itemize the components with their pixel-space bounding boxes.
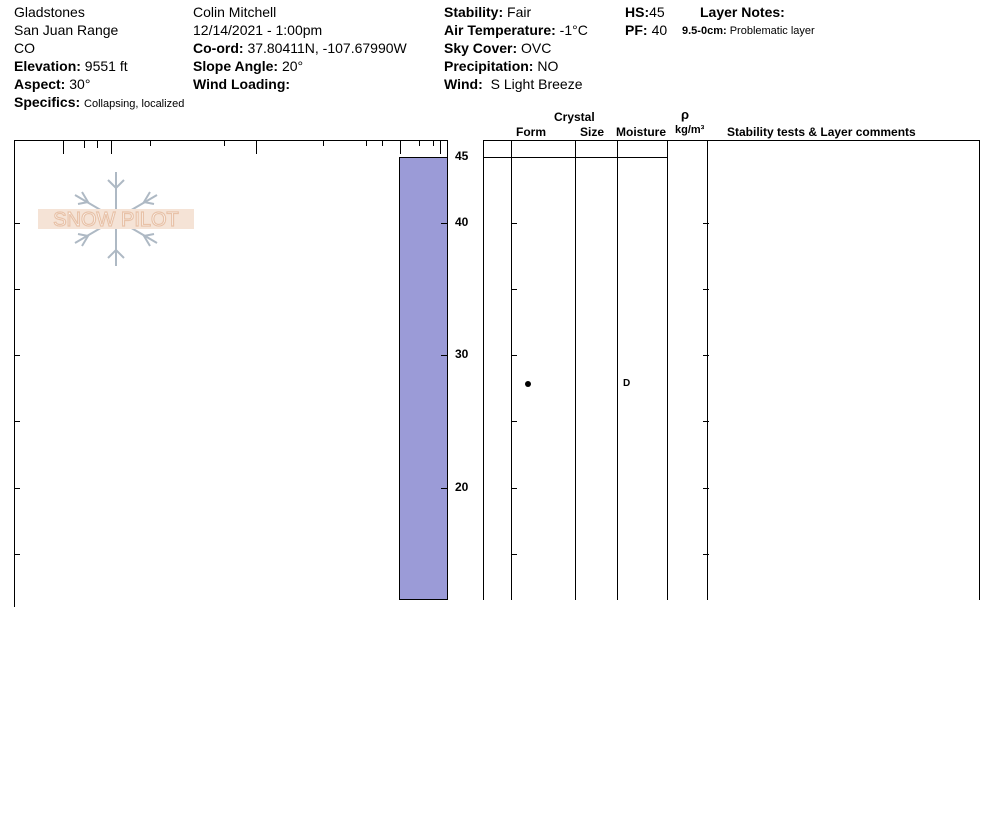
table-right-border bbox=[979, 140, 980, 600]
stability-field bbox=[444, 3, 531, 21]
aspect-value: 30° bbox=[69, 76, 91, 92]
height-tick-comments bbox=[703, 223, 709, 224]
slope-value: 20° bbox=[281, 58, 304, 74]
grain-form-symbol bbox=[525, 381, 531, 387]
height-tick-left bbox=[14, 289, 20, 290]
site-name: Gladstones bbox=[14, 4, 85, 20]
hardness-tick bbox=[366, 140, 367, 146]
hardness-tick bbox=[111, 140, 112, 154]
hardness-tick bbox=[382, 140, 383, 146]
height-tick-left bbox=[14, 223, 20, 224]
height-tick-left bbox=[14, 554, 20, 555]
height-tick-comments bbox=[703, 554, 709, 555]
height-tick-label-mark bbox=[441, 157, 447, 158]
hardness-tick bbox=[224, 140, 225, 146]
air-temp-label: Air Temperature: bbox=[444, 22, 556, 38]
observer-name: Colin Mitchell bbox=[193, 4, 277, 20]
stability-label: Stability: bbox=[444, 4, 504, 20]
specifics-value: Collapsing, localized bbox=[84, 98, 185, 110]
hardness-tick bbox=[150, 140, 151, 146]
sky-cover-label: Sky Cover: bbox=[444, 40, 518, 56]
range-name: San Juan Range bbox=[14, 22, 119, 38]
height-tick-label: 45 bbox=[455, 149, 469, 163]
coord-field bbox=[193, 39, 407, 57]
wind-loading-field bbox=[193, 75, 290, 93]
state-name: CO bbox=[14, 40, 35, 56]
aspect-field bbox=[14, 75, 90, 93]
hs-label: HS: bbox=[625, 4, 650, 20]
plot-left-border bbox=[14, 140, 15, 607]
table-top-border bbox=[483, 140, 980, 141]
hardness-tick bbox=[419, 140, 420, 146]
pf-label: PF: bbox=[625, 22, 648, 38]
snow-pilot-logo bbox=[36, 168, 196, 270]
height-tick-left bbox=[14, 488, 20, 489]
coord-label: Co-ord: bbox=[193, 40, 244, 56]
moisture-value: D bbox=[623, 378, 631, 390]
slope-label: Slope Angle: bbox=[193, 58, 279, 74]
pf-value: 40 bbox=[651, 22, 668, 38]
layer-notes-label: Layer Notes: bbox=[700, 4, 785, 20]
wind-value: S Light Breeze bbox=[490, 76, 583, 92]
comments-column-divider bbox=[707, 140, 708, 600]
specifics-label: Specifics: bbox=[14, 94, 81, 110]
elevation-field bbox=[14, 57, 128, 75]
height-tick-label-mark bbox=[441, 488, 447, 489]
hardness-tick bbox=[84, 140, 85, 148]
table-left-border bbox=[483, 140, 484, 600]
moisture-column-divider bbox=[617, 140, 618, 600]
height-tick-label: 40 bbox=[455, 215, 469, 230]
slope-field bbox=[193, 57, 303, 75]
crystal-header: Crystal bbox=[554, 110, 595, 124]
comments-header: Stability tests & Layer comments bbox=[727, 125, 916, 139]
height-tick-comments bbox=[703, 355, 709, 356]
hardness-tick bbox=[440, 140, 441, 154]
stability-value: Fair bbox=[507, 4, 532, 20]
hs-field bbox=[625, 3, 665, 21]
moisture-header: Moisture bbox=[616, 125, 667, 139]
sky-cover-value: OVC bbox=[521, 40, 552, 56]
coord-value: 37.80411N, -107.67990W bbox=[247, 40, 407, 56]
elevation-value: 9551 ft bbox=[84, 58, 128, 74]
elevation-label: Elevation: bbox=[14, 58, 81, 74]
hardness-tick bbox=[256, 140, 257, 154]
height-tick-left bbox=[14, 355, 20, 356]
height-tick-comments bbox=[703, 421, 709, 422]
height-tick-label-mark bbox=[441, 355, 447, 356]
precip-value: NO bbox=[537, 58, 559, 74]
hardness-tick bbox=[14, 140, 15, 146]
hardness-tick bbox=[63, 140, 64, 154]
form-header: Form bbox=[516, 125, 546, 139]
sky-cover-field bbox=[444, 39, 551, 57]
size-column-divider bbox=[575, 140, 576, 600]
height-tick-comments bbox=[703, 289, 709, 290]
precip-label: Precipitation: bbox=[444, 58, 534, 74]
air-temp-value: -1°C bbox=[559, 22, 588, 38]
wind-label: Wind: bbox=[444, 76, 483, 92]
precip-field bbox=[444, 57, 558, 75]
height-tick-label-mark bbox=[441, 223, 447, 224]
hs-value: 45 bbox=[649, 4, 665, 20]
logo-text: SNOW PILOT bbox=[53, 209, 179, 231]
specifics-field bbox=[14, 93, 184, 113]
layer-note-text: Problematic layer bbox=[729, 25, 815, 37]
height-tick-comments bbox=[703, 488, 709, 489]
size-header: Size bbox=[580, 125, 605, 139]
layer-note bbox=[682, 22, 815, 40]
layer-note-range: 9.5-0cm: bbox=[682, 25, 727, 37]
plot-right-border bbox=[447, 140, 448, 600]
density-column-divider bbox=[667, 140, 668, 600]
form-column-divider bbox=[511, 140, 512, 600]
density-unit-header: kg/m³ bbox=[675, 124, 705, 136]
density-rho-header: ρ bbox=[681, 107, 690, 122]
wind-field bbox=[444, 75, 582, 93]
hardness-tick bbox=[97, 140, 98, 148]
pf-field bbox=[625, 21, 667, 39]
hardness-tick bbox=[323, 140, 324, 146]
aspect-label: Aspect: bbox=[14, 76, 66, 92]
hardness-tick bbox=[400, 140, 401, 154]
height-tick-label: 30 bbox=[455, 347, 469, 362]
hardness-tick bbox=[433, 140, 434, 146]
air-temp-field bbox=[444, 21, 588, 39]
height-tick-left bbox=[14, 421, 20, 422]
layer-boundary-line bbox=[483, 157, 667, 158]
observation-datetime: 12/14/2021 - 1:00pm bbox=[193, 22, 323, 38]
height-tick-label: 20 bbox=[455, 479, 469, 494]
wind-loading-label: Wind Loading: bbox=[193, 76, 291, 92]
